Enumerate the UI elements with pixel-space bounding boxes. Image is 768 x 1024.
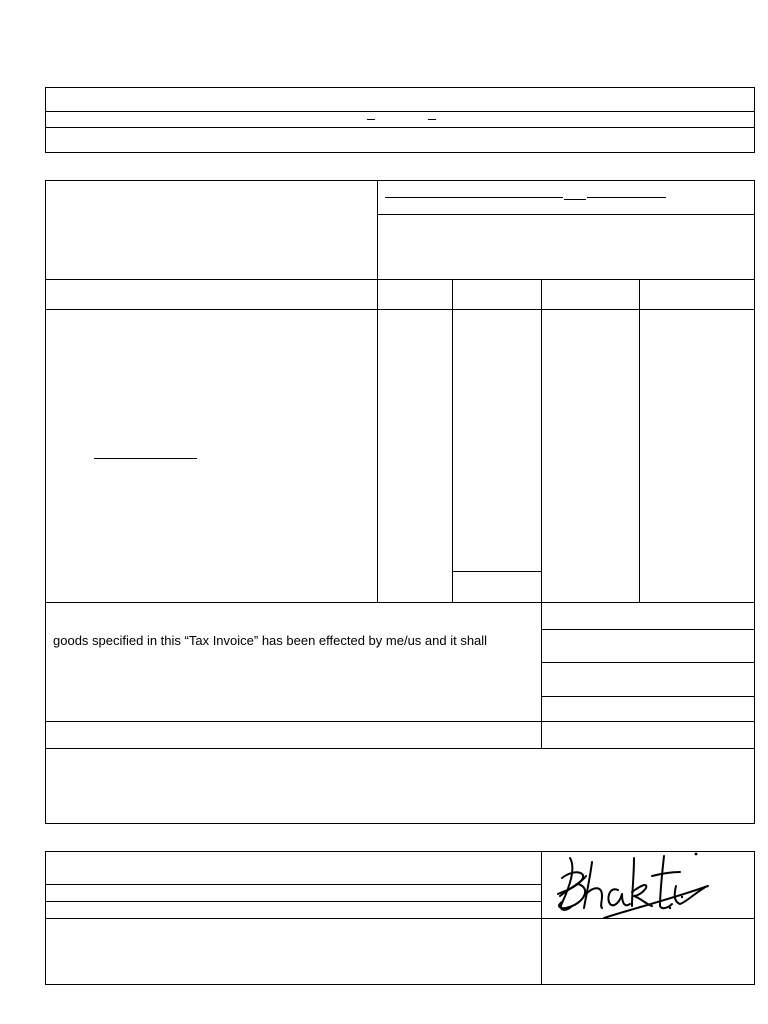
items-header-top [45,279,755,280]
items-column-divider-3 [541,279,542,603]
amount-words-line [45,721,755,722]
items-bottom-line [45,602,755,603]
handwritten-signature [548,848,718,928]
header-dash-2 [428,119,436,120]
header-divider-2 [45,127,755,128]
signature-row-line-2 [45,901,541,902]
header-dash-1 [367,119,375,120]
party-details-divider [377,180,378,603]
header-box [45,87,755,153]
invoice-table [45,180,755,824]
items-column-divider-2 [452,279,453,603]
items-column-divider-4 [639,279,640,603]
invoice-meta-divider [377,214,755,215]
declaration-divider [541,602,542,748]
invoice-date-underline [587,197,666,198]
totals-line-2 [541,662,755,663]
invoice-number-underline [385,197,563,198]
remarks-line [45,748,755,749]
item-description-underline [94,458,197,459]
declaration-text: goods specified in this “Tax Invoice” has been effected by me/us and it shall [53,633,488,648]
items-subtotal-line [452,571,541,572]
totals-line-3 [541,696,755,697]
items-header-bottom [45,309,755,310]
header-divider-1 [45,111,755,112]
invoice-number-underline-2 [564,199,586,200]
totals-line-1 [541,629,755,630]
signature-row-line-1 [45,884,541,885]
